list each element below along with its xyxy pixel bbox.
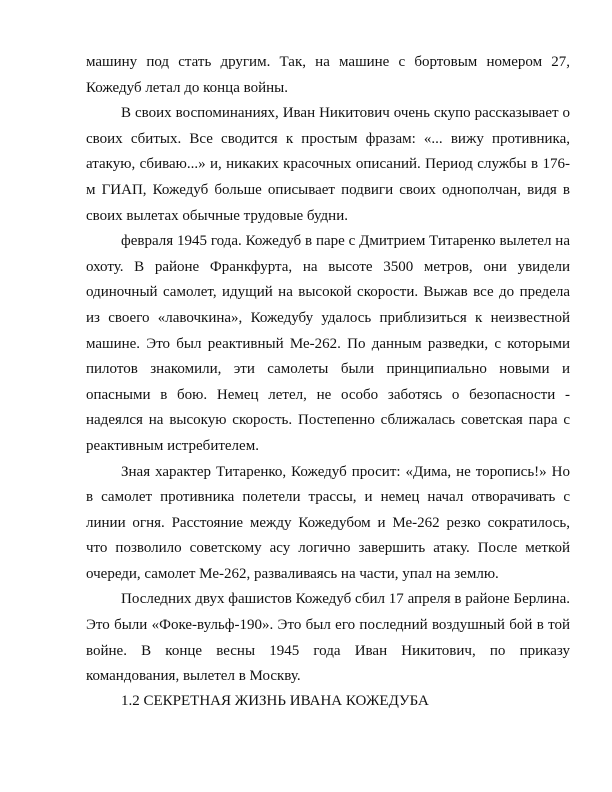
paragraph-titarenko: Зная характер Титаренко, Кожедуб просит: «Дима, не торопись!» Но в самолет противника полетели трассы, и немец начал отворачивать с линии огня. Расстояние между Кожедубом и Ме-262 резко сократилось, что позволило советскому асу логично завершить атаку. После меткой очереди, самолет Ме-262, разваливаясь на части, упал на землю. [86,463,570,582]
paragraph-last-victories: Последних двух фашистов Кожедуб сбил 17 апреля в районе Берлина. Это были «Фоке-вульф-190». Это был его последний воздушный бой в той войне. В конце весны 1945 года Иван Никитович, по приказу командования, вылетел в Москву. [86,591,570,685]
section-heading: 1.2 СЕКРЕТНАЯ ЖИЗНЬ ИВАНА КОЖЕДУБА [121,693,429,709]
body-text [86,50,570,690]
paragraph-me262-hunt: февраля 1945 года. Кожедуб в паре с Дмитрием Титаренко вылетел на охоту. В районе Франкфурта, на высоте 3500 метров, они увидели одиночный самолет, идущий на высокой скорости. Выжав все до предела из своего «лавочкина», Кожедубу удалось приблизиться к неизвестной машине. Это был реактивный Ме-262. По данным разведки, с которыми пилотов знакомили, эти самолеты были принципиально новыми и опасными в бою. Немец летел, не особо заботясь о безопасности - надеялся на высокую скорость. Постепенно сближалась советская пара с реактивным истребителем. [86,233,570,454]
paragraph-continuation: машину под стать другим. Так, на машине с бортовым номером 27, Кожедуб летал до конца войны. [86,54,570,96]
paragraph-memoirs: В своих воспоминаниях, Иван Никитович очень скупо рассказывает о своих сбитых. Все сводится к простым фразам: «... вижу противника, атакую, сбиваю...» и, никаких красочных описаний. Период службы в 176-м ГИАП, Кожедуб больше описывает подвиги своих однополчан, видя в своих вылетах обычные трудовые будни. [86,105,570,224]
